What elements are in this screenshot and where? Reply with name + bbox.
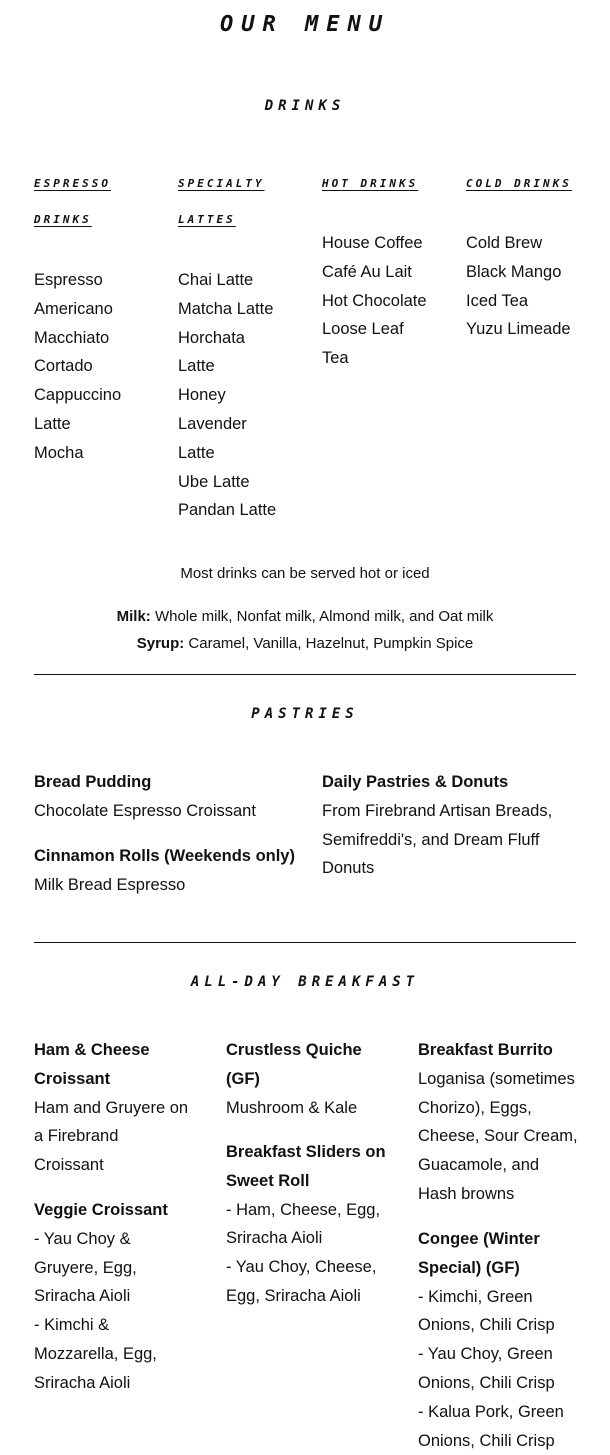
cold-drinks-list — [466, 229, 571, 344]
item-desc: Semifreddi's, and Dream Fluff — [322, 830, 540, 849]
item-name: Crustless Quiche — [226, 1041, 362, 1059]
list-item: Macchiato — [34, 328, 110, 347]
specialty-lattes-heading: SPECIALTY LATTES — [178, 177, 265, 226]
list-item: Espresso — [34, 271, 103, 289]
item-name: Daily Pastries & Donuts — [322, 773, 509, 791]
item-desc: Croissant — [34, 1156, 104, 1175]
item-desc: Hash browns — [418, 1184, 515, 1203]
item-desc: a Firebrand — [34, 1127, 119, 1146]
list-item: Yuzu Limeade — [466, 320, 571, 339]
item-desc: Loganisa (sometimes — [418, 1069, 575, 1088]
item-desc: - Yau Choy, Green — [418, 1345, 553, 1364]
bread-pudding-item — [34, 768, 256, 826]
syrup-options — [0, 635, 610, 652]
item-desc: Mushroom & Kale — [226, 1098, 358, 1117]
item-desc: Mozzarella, Egg, — [34, 1344, 157, 1363]
item-desc: - Yau Choy, Cheese, — [226, 1258, 377, 1277]
crustless-quiche-item — [226, 1036, 362, 1122]
espresso-drinks-list — [34, 266, 121, 468]
list-item: Ube Latte — [178, 472, 250, 491]
list-item: Loose Leaf — [322, 320, 404, 339]
item-desc: Egg, Sriracha Aioli — [226, 1286, 361, 1305]
veggie-croissant-item — [34, 1196, 168, 1398]
item-desc: Onions, Chili Crisp — [418, 1373, 555, 1392]
item-name: Croissant — [34, 1069, 111, 1088]
item-desc: - Kalua Pork, Green — [418, 1402, 564, 1421]
syrup-text: Caramel, Vanilla, Hazelnut, Pumpkin Spice — [188, 635, 474, 652]
item-desc: Ham and Gruyere on — [34, 1098, 189, 1117]
item-name: Ham & Cheese — [34, 1041, 150, 1059]
item-name: Veggie Croissant — [34, 1201, 168, 1219]
item-name: Special) (GF) — [418, 1258, 520, 1277]
breakfast-sliders-item — [226, 1138, 386, 1311]
item-desc: Cheese, Sour Cream, — [418, 1127, 578, 1146]
milk-text: Whole milk, Nonfat milk, Almond milk, and Oat milk — [154, 608, 494, 625]
pastries-heading: PASTRIES — [251, 706, 359, 722]
ham-cheese-croissant-item — [34, 1036, 188, 1180]
list-item: House Coffee — [322, 234, 423, 252]
list-item: Mocha — [34, 443, 84, 462]
list-item: Matcha Latte — [178, 299, 274, 318]
list-item: Latte — [34, 414, 71, 433]
item-desc: Milk Bread Espresso — [34, 875, 186, 894]
list-item: Horchata — [178, 328, 245, 347]
congee-item — [418, 1225, 564, 1455]
list-item: Tea — [322, 349, 349, 368]
item-desc: Gruyere, Egg, — [34, 1258, 137, 1277]
item-desc: Sriracha Aioli — [226, 1229, 323, 1248]
item-desc: - Kimchi, Green — [418, 1287, 533, 1306]
item-name: Breakfast Sliders on — [226, 1143, 386, 1161]
cinnamon-rolls-item — [34, 842, 295, 900]
list-item: Iced Tea — [466, 291, 529, 310]
item-desc: - Yau Choy & — [34, 1229, 131, 1248]
item-desc: Sriracha Aioli — [34, 1287, 131, 1306]
list-item: Cappuccino — [34, 386, 122, 405]
item-name: Congee (Winter — [418, 1230, 540, 1248]
item-name: Bread Pudding — [34, 773, 152, 791]
list-item: Cold Brew — [466, 234, 543, 252]
item-desc: Onions, Chili Crisp — [418, 1431, 555, 1450]
item-name: Sweet Roll — [226, 1171, 310, 1190]
milk-label: Milk: — [116, 608, 151, 625]
item-desc: Chorizo), Eggs, — [418, 1098, 532, 1117]
list-item: Latte — [178, 357, 215, 376]
item-desc: Guacamole, and — [418, 1156, 540, 1175]
list-item: Pandan Latte — [178, 501, 277, 520]
item-desc: - Ham, Cheese, Egg, — [226, 1200, 381, 1219]
item-desc: - Kimchi & — [34, 1316, 110, 1335]
list-item: Hot Chocolate — [322, 291, 427, 310]
item-name: (GF) — [226, 1069, 260, 1088]
hot-drinks-heading: HOT DRINKS — [322, 177, 419, 190]
breakfast-heading: ALL-DAY BREAKFAST — [190, 974, 420, 990]
list-item: Honey — [178, 386, 226, 405]
item-name: Breakfast Burrito — [418, 1041, 553, 1059]
daily-pastries-item — [322, 768, 552, 883]
item-desc: Chocolate Espresso Croissant — [34, 801, 256, 820]
breakfast-burrito-item — [418, 1036, 578, 1209]
drinks-heading: DRINKS — [264, 98, 346, 114]
list-item: Latte — [178, 443, 215, 462]
item-desc: Donuts — [322, 859, 375, 878]
list-item: Lavender — [178, 414, 247, 433]
milk-options — [0, 608, 610, 625]
espresso-drinks-heading: ESPRESSO DRINKS — [34, 177, 111, 226]
list-item: Chai Latte — [178, 271, 254, 289]
hot-drinks-list — [322, 229, 427, 373]
list-item: Café Au Lait — [322, 262, 412, 281]
syrup-label: Syrup: — [136, 635, 185, 652]
list-item: Black Mango — [466, 262, 562, 281]
cold-drinks-heading: COLD DRINKS — [466, 177, 572, 190]
item-desc: Onions, Chili Crisp — [418, 1316, 555, 1335]
menu-title: OUR MENU — [220, 12, 390, 37]
divider — [34, 674, 576, 675]
item-desc: Sriracha Aioli — [34, 1373, 131, 1392]
list-item: Americano — [34, 299, 113, 318]
drinks-note: Most drinks can be served hot or iced — [180, 565, 430, 582]
list-item: Cortado — [34, 357, 93, 376]
item-desc: From Firebrand Artisan Breads, — [322, 801, 553, 820]
divider — [34, 942, 576, 943]
specialty-lattes-list — [178, 266, 276, 525]
item-name: Cinnamon Rolls (Weekends only) — [34, 847, 295, 865]
